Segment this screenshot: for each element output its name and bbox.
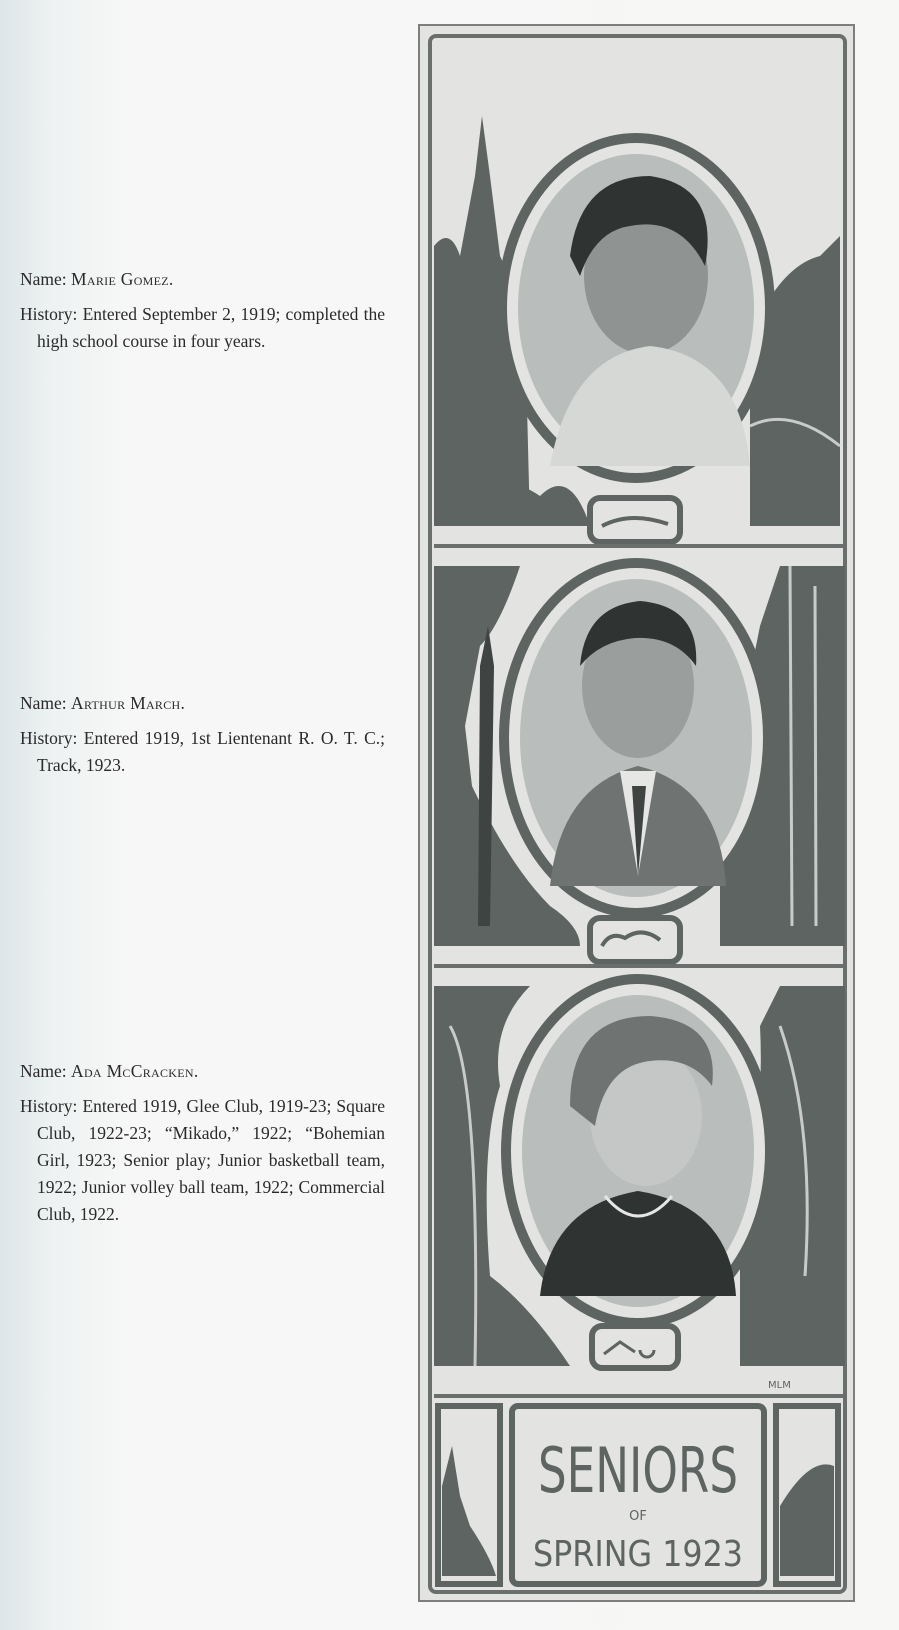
name-label: Name: [20,269,67,289]
history-label: History: [20,1096,78,1116]
student-entry-ada-mccracken [20,1058,385,1228]
history-text: Entered 1919, 1st Lientenant R. O. T. C.; Track, 1923. [37,728,386,775]
student-entry-marie-gomez [20,266,385,355]
student-name: Ada McCracken. [71,1061,199,1081]
student-history [20,725,385,779]
title-block [438,1406,838,1584]
cartouche-vignette [590,918,680,962]
student-history [20,301,385,355]
title-seniors: SENIORS [538,1434,738,1507]
history-text: Entered September 2, 1919; completed the high school course in four years. [37,304,385,351]
name-label: Name: [20,1061,67,1081]
student-name-line [20,266,385,293]
student-name: Arthur March. [71,693,186,713]
history-label: History: [20,728,78,748]
history-text: Entered 1919, Glee Club, 1919-23; Square Club, 1922-23; “Mikado,” 1922; “Bohemian Girl, 1923; Senior play; Junior basketball team, 1922; Junior volley ball team, 1922; Commercial Club, 1922. [37,1096,385,1224]
artist-signature: MLM [768,1380,791,1391]
student-name-line [20,1058,385,1085]
history-label: History: [20,304,78,324]
panel-artwork [420,26,857,1604]
student-name-line [20,690,385,717]
student-name: Marie Gomez. [71,269,174,289]
student-entry-arthur-march [20,690,385,779]
portrait-frame-arthur-march [434,563,845,966]
name-label: Name: [20,693,67,713]
title-spring-1923: SPRING 1923 [533,1534,743,1575]
title-of: OF [629,1509,647,1524]
seniors-illustrated-panel [418,24,855,1602]
cartouche-vignette [592,1326,678,1368]
cartouche-vignette [590,498,680,542]
portrait-frame-ada-mccracken [434,979,845,1396]
student-history [20,1093,385,1228]
portrait-frame-marie-gomez [434,116,845,546]
